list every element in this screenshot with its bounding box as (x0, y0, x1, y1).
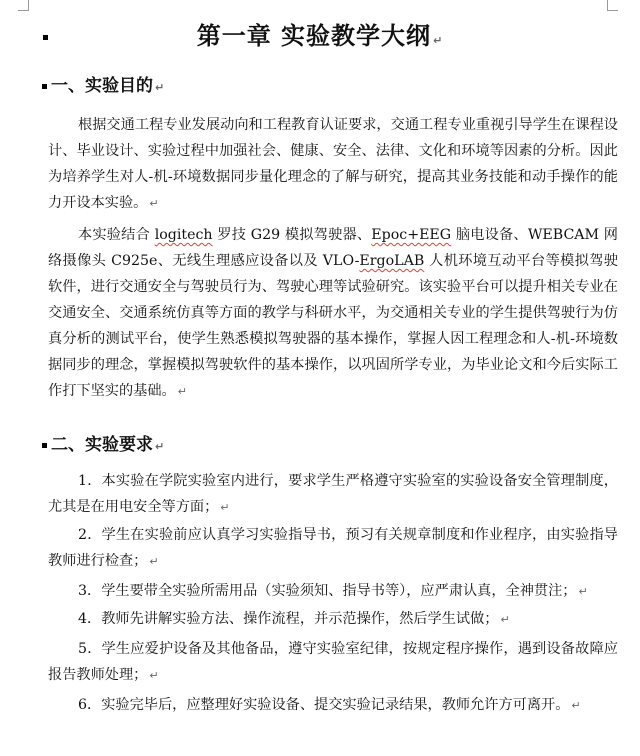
paragraph-mark-icon: ↵ (177, 385, 187, 398)
paragraph-bullet-icon (42, 84, 47, 89)
section1-heading: 一、实验目的 ↵ (42, 71, 164, 96)
paragraph-mark-icon: ↵ (578, 585, 588, 598)
paragraph-mark-icon: ↵ (155, 440, 165, 453)
chapter-title: 第一章 实验教学大纲 ↵ (196, 22, 444, 50)
requirement-item-4: 4．教师先讲解实验方法、操作流程，并示范操作，然后学生试做； ↵ (78, 611, 510, 627)
requirement-item-3: 3．学生要带全实验所需用品（实验须知、指导书等），应严肃认真，全神贯注； ↵ (78, 583, 588, 599)
paragraph-mark-icon: ↵ (500, 613, 510, 626)
paragraph-mark-icon: ↵ (149, 197, 159, 210)
paragraph-mark-icon: ↵ (220, 501, 230, 514)
spellcheck-word: logitech (154, 227, 213, 243)
spellcheck-word: Epoc+EEG (371, 227, 452, 243)
section2-heading: 二、实验要求 ↵ (42, 430, 164, 455)
requirement-item-5: 5．学生应爱护设备及其他备品，遵守实验室纪律，按规定程序操作，遇到设备故障应报告教师处理； ↵ (48, 641, 618, 683)
paragraph-bullet-icon (42, 443, 47, 448)
paragraph-mark-icon: ↵ (571, 699, 581, 712)
spellcheck-word: ErgoLAB (359, 253, 425, 269)
chapter-title-row (0, 10, 640, 50)
paragraph-mark-icon: ↵ (149, 669, 159, 682)
requirement-item-6: 6．实验完毕后，应整理好实验设备、提交实验记录结果，教师允许方可离开。 ↵ (78, 697, 581, 713)
section1-paragraph-1: 根据交通工程专业发展动向和工程教育认证要求，交通工程专业重视引导学生在课程设计、毕业设计、实验过程中加强社会、健康、安全、法律、文化和环境等因素的分析。因此为培养学生对人-机-环境数据同步量化理念的了解与研究，提高其业务技能和动手操作的能力开设本实验。 ↵ (48, 117, 618, 211)
requirement-item-2: 2．学生在实验前应认真学习实验指导书，预习有关规章制度和作业程序，由实验指导教师进行检查； ↵ (48, 527, 618, 569)
paragraph-mark-icon: ↵ (433, 34, 444, 47)
paragraph-mark-icon: ↵ (149, 555, 159, 568)
requirement-item-1: 1．本实验在学院实验室内进行，要求学生严格遵守实验室的实验设备安全管理制度，尤其是在用电安全等方面； ↵ (48, 473, 618, 515)
paragraph-mark-icon: ↵ (155, 81, 165, 94)
section1-paragraph-2: 本实验结合 logitech 罗技 G29 模拟驾驶器、Epoc+EEG 脑电设备、WEBCAM 网络摄像头 C925e、无线生理感应设备以及 VLO-ErgoLAB 人机环境互动平台等模拟驾驶软件，进行交通安全与驾驶员行为、驾驶心理等试验研究。该实验平台可以提升相关专业在交通安全、交通系统仿真等方面的教学与科研水平，为交通相关专业的学生提供驾驶行为仿真分析的测试平台，使学生熟悉模拟驾驶器的基本操作，掌握人因工程理念和人-机-环境数据同步的理念，掌握模拟驾驶软件的基本操作，以巩固所学专业，为毕业论文和今后实际工作打下坚实的基础。 ↵ (48, 227, 618, 399)
